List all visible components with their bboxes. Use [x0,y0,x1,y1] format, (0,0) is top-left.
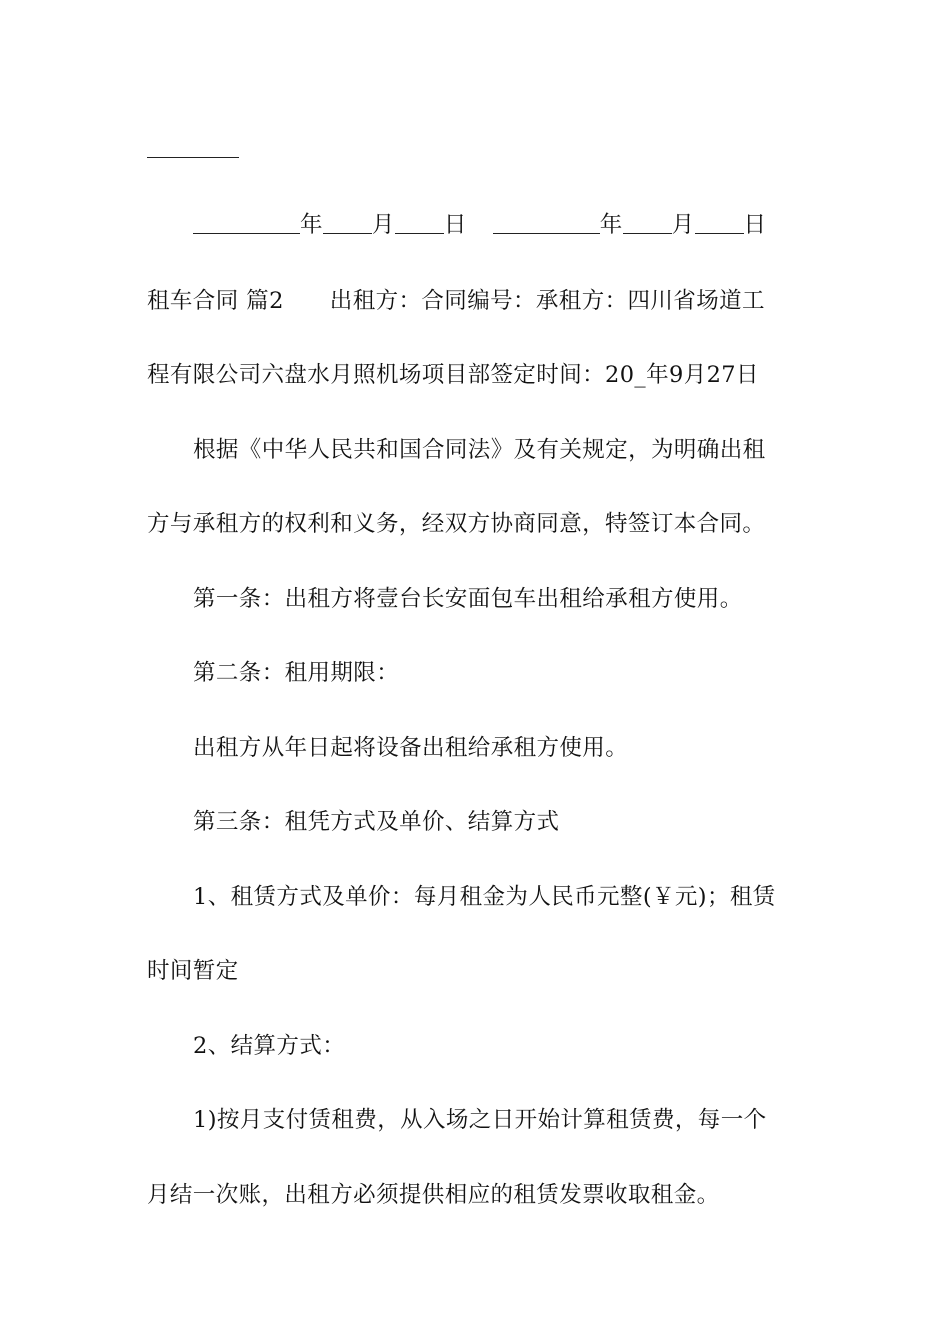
section-number: 篇2 [246,288,284,314]
heading-text: 出租方：合同编号：承租方：四川省场道工 [329,288,765,314]
paragraph-line: 程有限公司六盘水月照机场项目部签定时间：20_年9月27日 [147,362,759,388]
paragraph-line: 1、租赁方式及单价：每月租金为人民币元整(￥元)；租赁 [193,884,776,910]
paragraph-line: 出租方从年日起将设备出租给承租方使用。 [193,735,629,761]
year-label: 年 [599,212,623,238]
paragraph-line: 方与承租方的权利和义务，经双方协商同意，特签订本合同。 [147,511,766,537]
clause-2: 第二条：租用期限： [193,660,400,686]
month-label: 月 [371,212,395,238]
year-blank [193,213,300,234]
paragraph-line: 1)按月支付赁租费，从入场之日开始计算租赁费，每一个 [193,1107,767,1133]
day-label: 日 [743,212,767,238]
day-blank [395,213,444,234]
paragraph-line: 月结一次账，出租方必须提供相应的租赁发票收取租金。 [147,1182,720,1208]
year-blank [493,213,600,234]
heading-line [147,286,807,316]
month-blank [323,213,372,234]
paragraph-line: 时间暂定 [147,958,239,984]
signature-line [147,157,239,158]
clause-3: 第三条：租凭方式及单价、结算方式 [193,809,560,835]
clause-1: 第一条：出租方将壹台长安面包车出租给承租方使用。 [193,586,743,612]
day-label: 日 [443,212,467,238]
paragraph-line: 2、结算方式： [193,1033,346,1059]
paragraph-line: 根据《中华人民共和国合同法》及有关规定，为明确出租 [193,437,766,463]
contract-title: 租车合同 [147,288,239,314]
year-label: 年 [300,212,323,238]
month-blank [623,213,672,234]
day-blank [695,213,744,234]
month-label: 月 [671,212,695,238]
date-row [193,210,808,240]
